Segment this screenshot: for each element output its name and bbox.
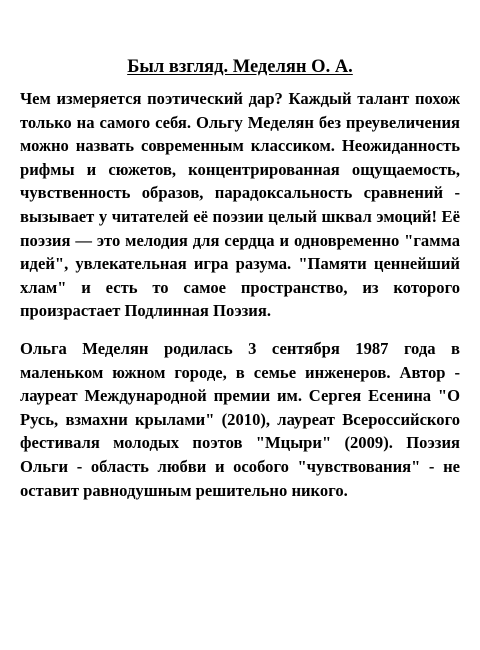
document-title: Был взгляд. Меделян О. А. bbox=[127, 57, 353, 77]
paragraph-biography: Ольга Меделян родилась 3 сентября 1987 года в маленьком южном городе, в семье инженеров. Автор - лауреат Международной премии им. Сергея Есенина "О Русь, взмахни крылами" (2010), лауреат Всероссийского фестиваля молодых поэтов "Мцыри" (2009). Поэзия Ольги - область любви и особого "чувствования" - не оставит равнодушным решительно никого. bbox=[20, 338, 460, 500]
paragraph-intro: Чем измеряется поэтический дар? Каждый талант похож только на самого себя. Ольгу Меделян без преувеличения можно назвать современным классиком. Неожиданность рифмы и сюжетов, концентрированная ощущаемость, чувственность образов, парадоксальность сравнений - вызывает у читателей её поэзии целый шквал эмоций! Её поэзия — это мелодия для сердца и одновременно "гамма идей", увлекательная игра разума. "Памяти ценнейший хлам" и есть то самое пространство, из которого произрастает Подлинная Поэзия. bbox=[20, 89, 460, 321]
